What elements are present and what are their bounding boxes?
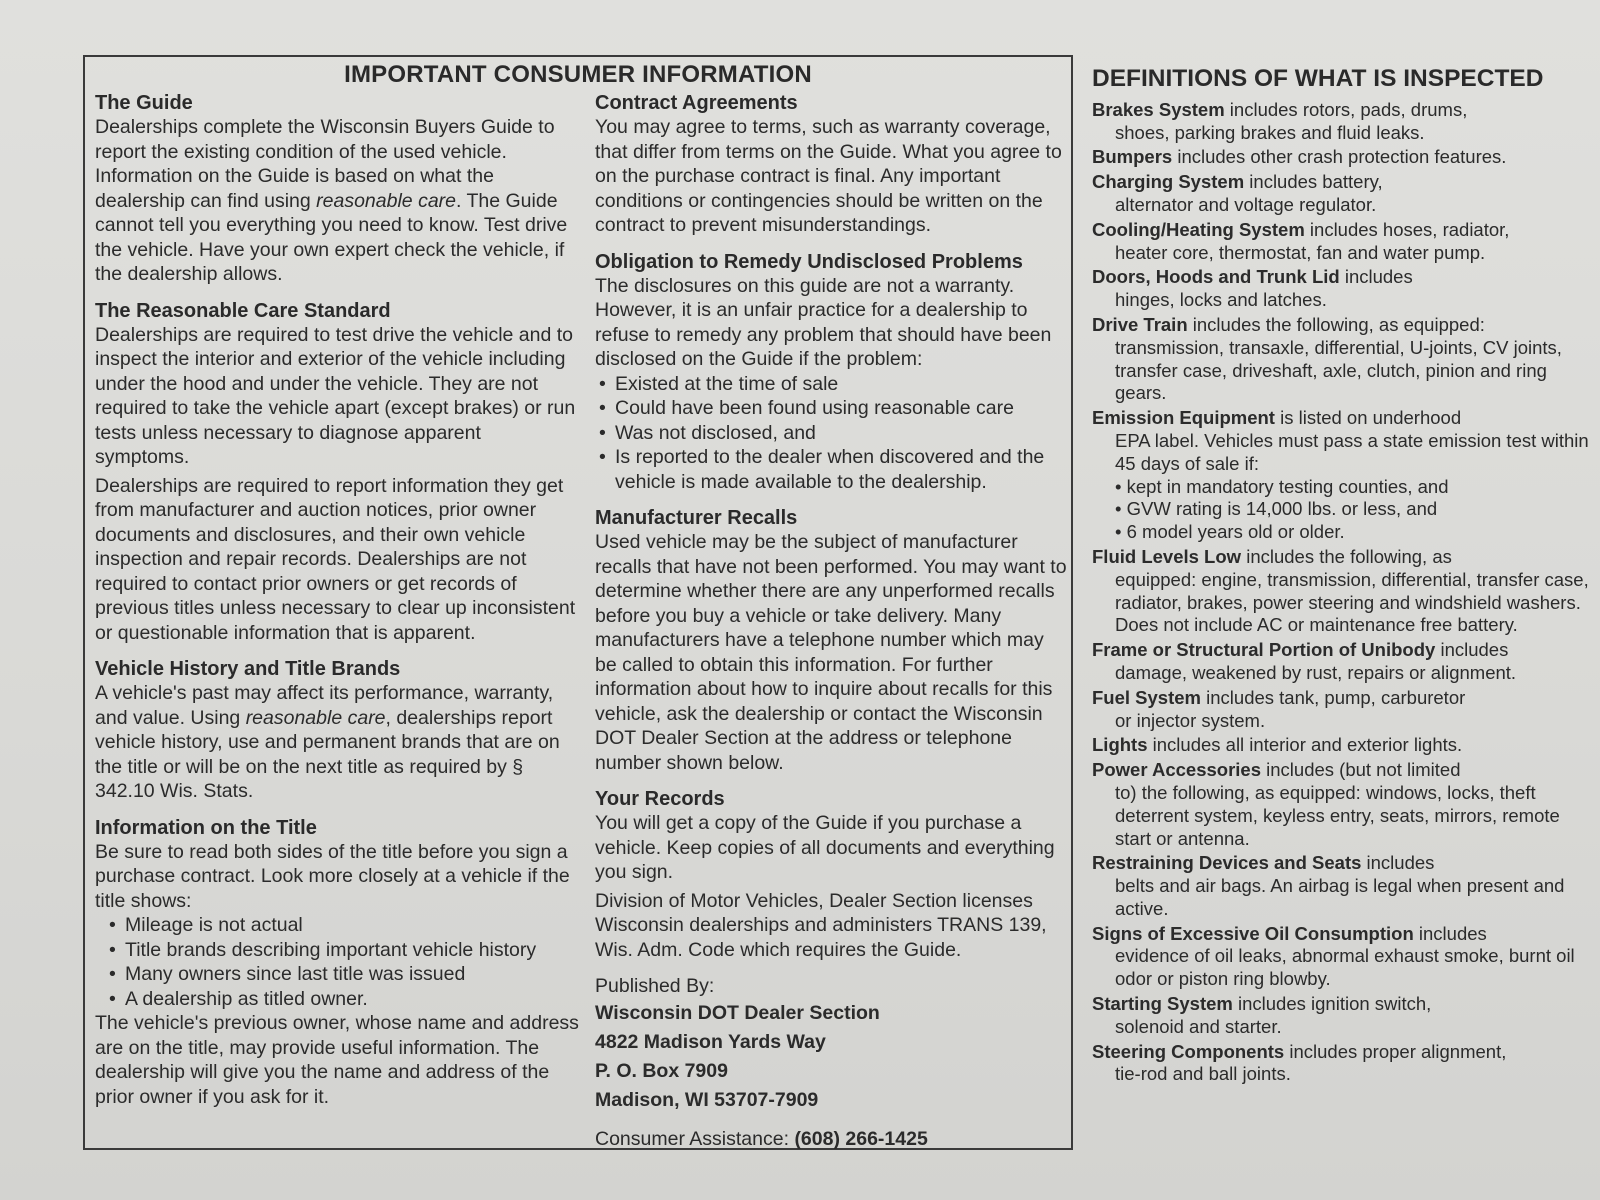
- history-text-a: A vehicle's past may affect its performance, warranty, and value. Using: [95, 682, 554, 729]
- definition-term: Steering Components: [1092, 1040, 1285, 1062]
- left-column: [95, 91, 580, 1121]
- list-item: • Could have been found using reasonable care: [599, 396, 1070, 421]
- box-title: IMPORTANT CONSUMER INFORMATION: [344, 61, 812, 88]
- care-heading: The Reasonable Care Standard: [95, 299, 391, 322]
- definition-continuation: equipped: engine, transmission, differential, transfer case, radiator, brakes, power steering and windshield washers. Does not include AC or maintenance free battery.: [1115, 568, 1589, 636]
- contract-heading: Contract Agreements: [595, 92, 798, 114]
- middle-column: [595, 91, 1070, 1151]
- definition-text: includes: [1361, 852, 1435, 874]
- guide-heading: The Guide: [95, 92, 193, 114]
- guide-text: [95, 115, 580, 287]
- list-item: • A dealership as titled owner.: [109, 987, 580, 1012]
- definition-text: includes rotors, pads, drums,: [1224, 98, 1468, 120]
- obligation-text: The disclosures on this guide are not a warranty. However, it is an unfair practice for a dealership to refuse to remedy any problem that should have been disclosed on the Guide if the problem:: [595, 274, 1052, 370]
- definition-term: Cooling/Heating System: [1092, 218, 1305, 240]
- section-records: [595, 787, 1070, 962]
- definition-term: Restraining Devices and Seats: [1092, 852, 1362, 874]
- section-guide: [95, 91, 580, 287]
- published-po: P. O. Box 7909: [595, 1059, 728, 1082]
- definition-continuation: damage, weakened by rust, repairs or alignment.: [1115, 661, 1517, 683]
- history-text-b: , dealerships report vehicle history, use and permanent brands that are on the title or will be on the next title as required by § 342.10 Wis. Stats.: [95, 706, 560, 802]
- definition-text: includes all interior and exterior lights.: [1147, 734, 1463, 756]
- definition-term: Brakes System: [1092, 98, 1225, 120]
- published-label: Published By:: [595, 975, 715, 997]
- definition-term: Starting System: [1092, 993, 1233, 1015]
- section-vehicle-history: [95, 657, 580, 804]
- section-contract: [595, 91, 1070, 238]
- records-p2: Division of Motor Vehicles, Dealer Section licenses Wisconsin dealerships and administers TRANS 139, Wis. Adm. Code which requires the Guide.: [595, 889, 1047, 961]
- obligation-bullets: [595, 372, 1070, 495]
- definition-continuation: solenoid and starter.: [1115, 1015, 1282, 1037]
- definition-continuation: belts and air bags. An airbag is legal when present and active.: [1115, 875, 1565, 919]
- list-item: • Title brands describing important vehicle history: [109, 938, 580, 963]
- consumer-assistance: [595, 1127, 1070, 1152]
- history-text-em: reasonable care: [245, 706, 386, 729]
- contract-text: You may agree to terms, such as warranty coverage, that differ from terms on the Guide. What you agree to on the purchase contract is final. Any important conditions or contingencies should be written on the contract to prevent misunderstandings.: [595, 116, 1062, 236]
- definition-text: includes hoses, radiator,: [1304, 218, 1510, 240]
- section-published-by: [595, 974, 1070, 1151]
- definition-continuation: alternator and voltage regulator.: [1115, 193, 1377, 215]
- definition-item: [1092, 1041, 1592, 1087]
- definition-continuation: or injector system.: [1115, 709, 1266, 731]
- list-item: • Was not disclosed, and: [599, 421, 1070, 446]
- definition-text: includes other crash protection features.: [1172, 146, 1507, 168]
- recalls-text: Used vehicle may be the subject of manufacturer recalls that have not been performed. You may want to determine whether there are any unperformed recalls before you buy a vehicle or take delivery. Many manufacturers have a telephone number which may be called to obtain this information. For further information about how to inquire about recalls for this vehicle, ask the dealership or contact the Wisconsin DOT Dealer Section at the address or telephone number shown below.: [595, 531, 1067, 774]
- definition-text: includes battery,: [1244, 171, 1383, 193]
- definition-continuation: EPA label. Vehicles must pass a state emission test within 45 days of sale if:: [1115, 429, 1589, 474]
- title-info-intro: Be sure to read both sides of the title before you sign a purchase contract. Look more closely at a vehicle if the title shows:: [95, 840, 570, 912]
- definition-item: [1092, 923, 1592, 991]
- definition-text: includes tank, pump, carburetor: [1201, 686, 1466, 708]
- section-obligation: [595, 250, 1070, 495]
- definition-term: Fuel System: [1092, 686, 1201, 708]
- definition-continuation: transmission, transaxle, differential, U-joints, CV joints, transfer case, driveshaft, axle, clutch, pinion and ring gears.: [1115, 336, 1562, 404]
- definition-item: [1092, 407, 1592, 544]
- definition-item: [1092, 171, 1592, 217]
- list-item: • 6 model years old or older.: [1115, 521, 1592, 544]
- list-item: • Is reported to the dealer when discovered and the vehicle is made available to the dealership.: [599, 445, 1070, 494]
- definition-term: Signs of Excessive Oil Consumption: [1092, 922, 1414, 944]
- list-item: • Existed at the time of sale: [599, 372, 1070, 397]
- definition-term: Frame or Structural Portion of Unibody: [1092, 639, 1436, 661]
- definition-item: [1092, 639, 1592, 685]
- definition-text: includes: [1413, 922, 1487, 944]
- definition-text: includes proper alignment,: [1284, 1040, 1507, 1062]
- recalls-heading: Manufacturer Recalls: [595, 507, 798, 529]
- definition-continuation: heater core, thermostat, fan and water pump.: [1115, 241, 1486, 263]
- published-org: Wisconsin DOT Dealer Section: [595, 1001, 880, 1024]
- section-title-info: [95, 816, 580, 1110]
- definition-text: includes the following, as: [1241, 545, 1452, 567]
- definition-item: [1092, 759, 1592, 850]
- section-reasonable-care: [95, 299, 580, 646]
- definition-text: includes ignition switch,: [1232, 993, 1432, 1015]
- guide-text-b: . The Guide cannot tell you everything you need to know. Test drive the vehicle. Have your own expert check the vehicle, if the dealership allows.: [95, 189, 568, 285]
- records-p1: You will get a copy of the Guide if you purchase a vehicle. Keep copies of all documents and everything you sign.: [595, 812, 1055, 883]
- assist-phone: (608) 266-1425: [794, 1127, 928, 1150]
- definition-text: includes: [1339, 266, 1413, 288]
- definition-term: Emission Equipment: [1092, 407, 1275, 429]
- definition-item: [1092, 546, 1592, 637]
- definition-term: Fluid Levels Low: [1092, 545, 1242, 567]
- section-recalls: [595, 506, 1070, 775]
- care-p2: Dealerships are required to report information they get from manufacturer and auction notices, prior owner documents and disclosures, and their own vehicle inspection and repair records. Dealerships are not required to contact prior owners or get records of previous titles unless necessary to clear up inconsistent or questionable information that is apparent.: [95, 474, 576, 644]
- definition-term: Bumpers: [1092, 146, 1173, 168]
- definition-item: [1092, 266, 1592, 312]
- definitions-column: [1092, 65, 1592, 1088]
- definition-item: [1092, 314, 1592, 405]
- title-info-heading: Information on the Title: [95, 816, 317, 839]
- title-info-bullets: [95, 913, 580, 1011]
- obligation-heading: Obligation to Remedy Undisclosed Problems: [595, 250, 1023, 273]
- definitions-list: [1092, 99, 1592, 1086]
- guide-text-a: Dealerships complete the Wisconsin Buyers Guide to report the existing condition of the used vehicle. Information on the Guide is based on what the dealership can find using: [95, 116, 555, 212]
- list-item: • Mileage is not actual: [109, 913, 580, 938]
- definition-term: Charging System: [1092, 171, 1245, 193]
- definition-continuation: evidence of oil leaks, abnormal exhaust smoke, burnt oil odor or piston ring blowby.: [1115, 945, 1575, 990]
- definition-item: [1092, 734, 1592, 757]
- definition-term: Power Accessories: [1092, 759, 1261, 781]
- definition-item: [1092, 993, 1592, 1039]
- title-info-outro: The vehicle's previous owner, whose name and address are on the title, may provide useful information. The dealership will give you the name and address of the prior owner if you ask for it.: [95, 1012, 579, 1108]
- guide-text-em: reasonable care: [316, 189, 456, 212]
- care-p1: Dealerships are required to test drive the vehicle and to inspect the interior and exterior of the vehicle including under the hood and under the vehicle. They are not required to take the vehicle apart (except brakes) or run tests unless necessary to diagnose apparent symptoms.: [95, 323, 576, 468]
- history-text: [95, 681, 580, 804]
- assist-label: Consumer Assistance:: [595, 1127, 790, 1150]
- list-item: • kept in mandatory testing counties, and: [1115, 476, 1592, 499]
- definition-item: [1092, 687, 1592, 733]
- definition-term: Lights: [1092, 734, 1148, 756]
- definitions-title: DEFINITIONS OF WHAT IS INSPECTED: [1092, 65, 1544, 92]
- definition-item: [1092, 146, 1592, 169]
- list-item: • GVW rating is 14,000 lbs. or less, and: [1115, 498, 1592, 521]
- definition-item: [1092, 852, 1592, 920]
- records-heading: Your Records: [595, 788, 725, 810]
- definition-text: includes (but not limited: [1261, 759, 1461, 781]
- definition-continuation: tie-rod and ball joints.: [1115, 1063, 1291, 1085]
- history-heading: Vehicle History and Title Brands: [95, 658, 401, 680]
- published-street: 4822 Madison Yards Way: [595, 1030, 826, 1053]
- list-item: • Many owners since last title was issued: [109, 962, 580, 987]
- definition-continuation: shoes, parking brakes and fluid leaks.: [1115, 121, 1425, 143]
- definition-term: Doors, Hoods and Trunk Lid: [1092, 266, 1340, 288]
- definition-text: includes the following, as equipped:: [1187, 313, 1485, 335]
- definition-text: includes: [1435, 639, 1509, 661]
- consumer-info-box: [83, 55, 1073, 1150]
- definition-continuation: hinges, locks and latches.: [1115, 289, 1327, 311]
- definition-term: Drive Train: [1092, 313, 1188, 335]
- definition-item: [1092, 219, 1592, 265]
- definition-continuation: to) the following, as equipped: windows, locks, theft deterrent system, keyless entry, seats, mirrors, remote start or antenna.: [1115, 781, 1560, 849]
- definition-item: [1092, 99, 1592, 145]
- definition-text: is listed on underhood: [1274, 407, 1462, 429]
- published-city: Madison, WI 53707-7909: [595, 1088, 819, 1111]
- emission-bullets: [1092, 476, 1592, 544]
